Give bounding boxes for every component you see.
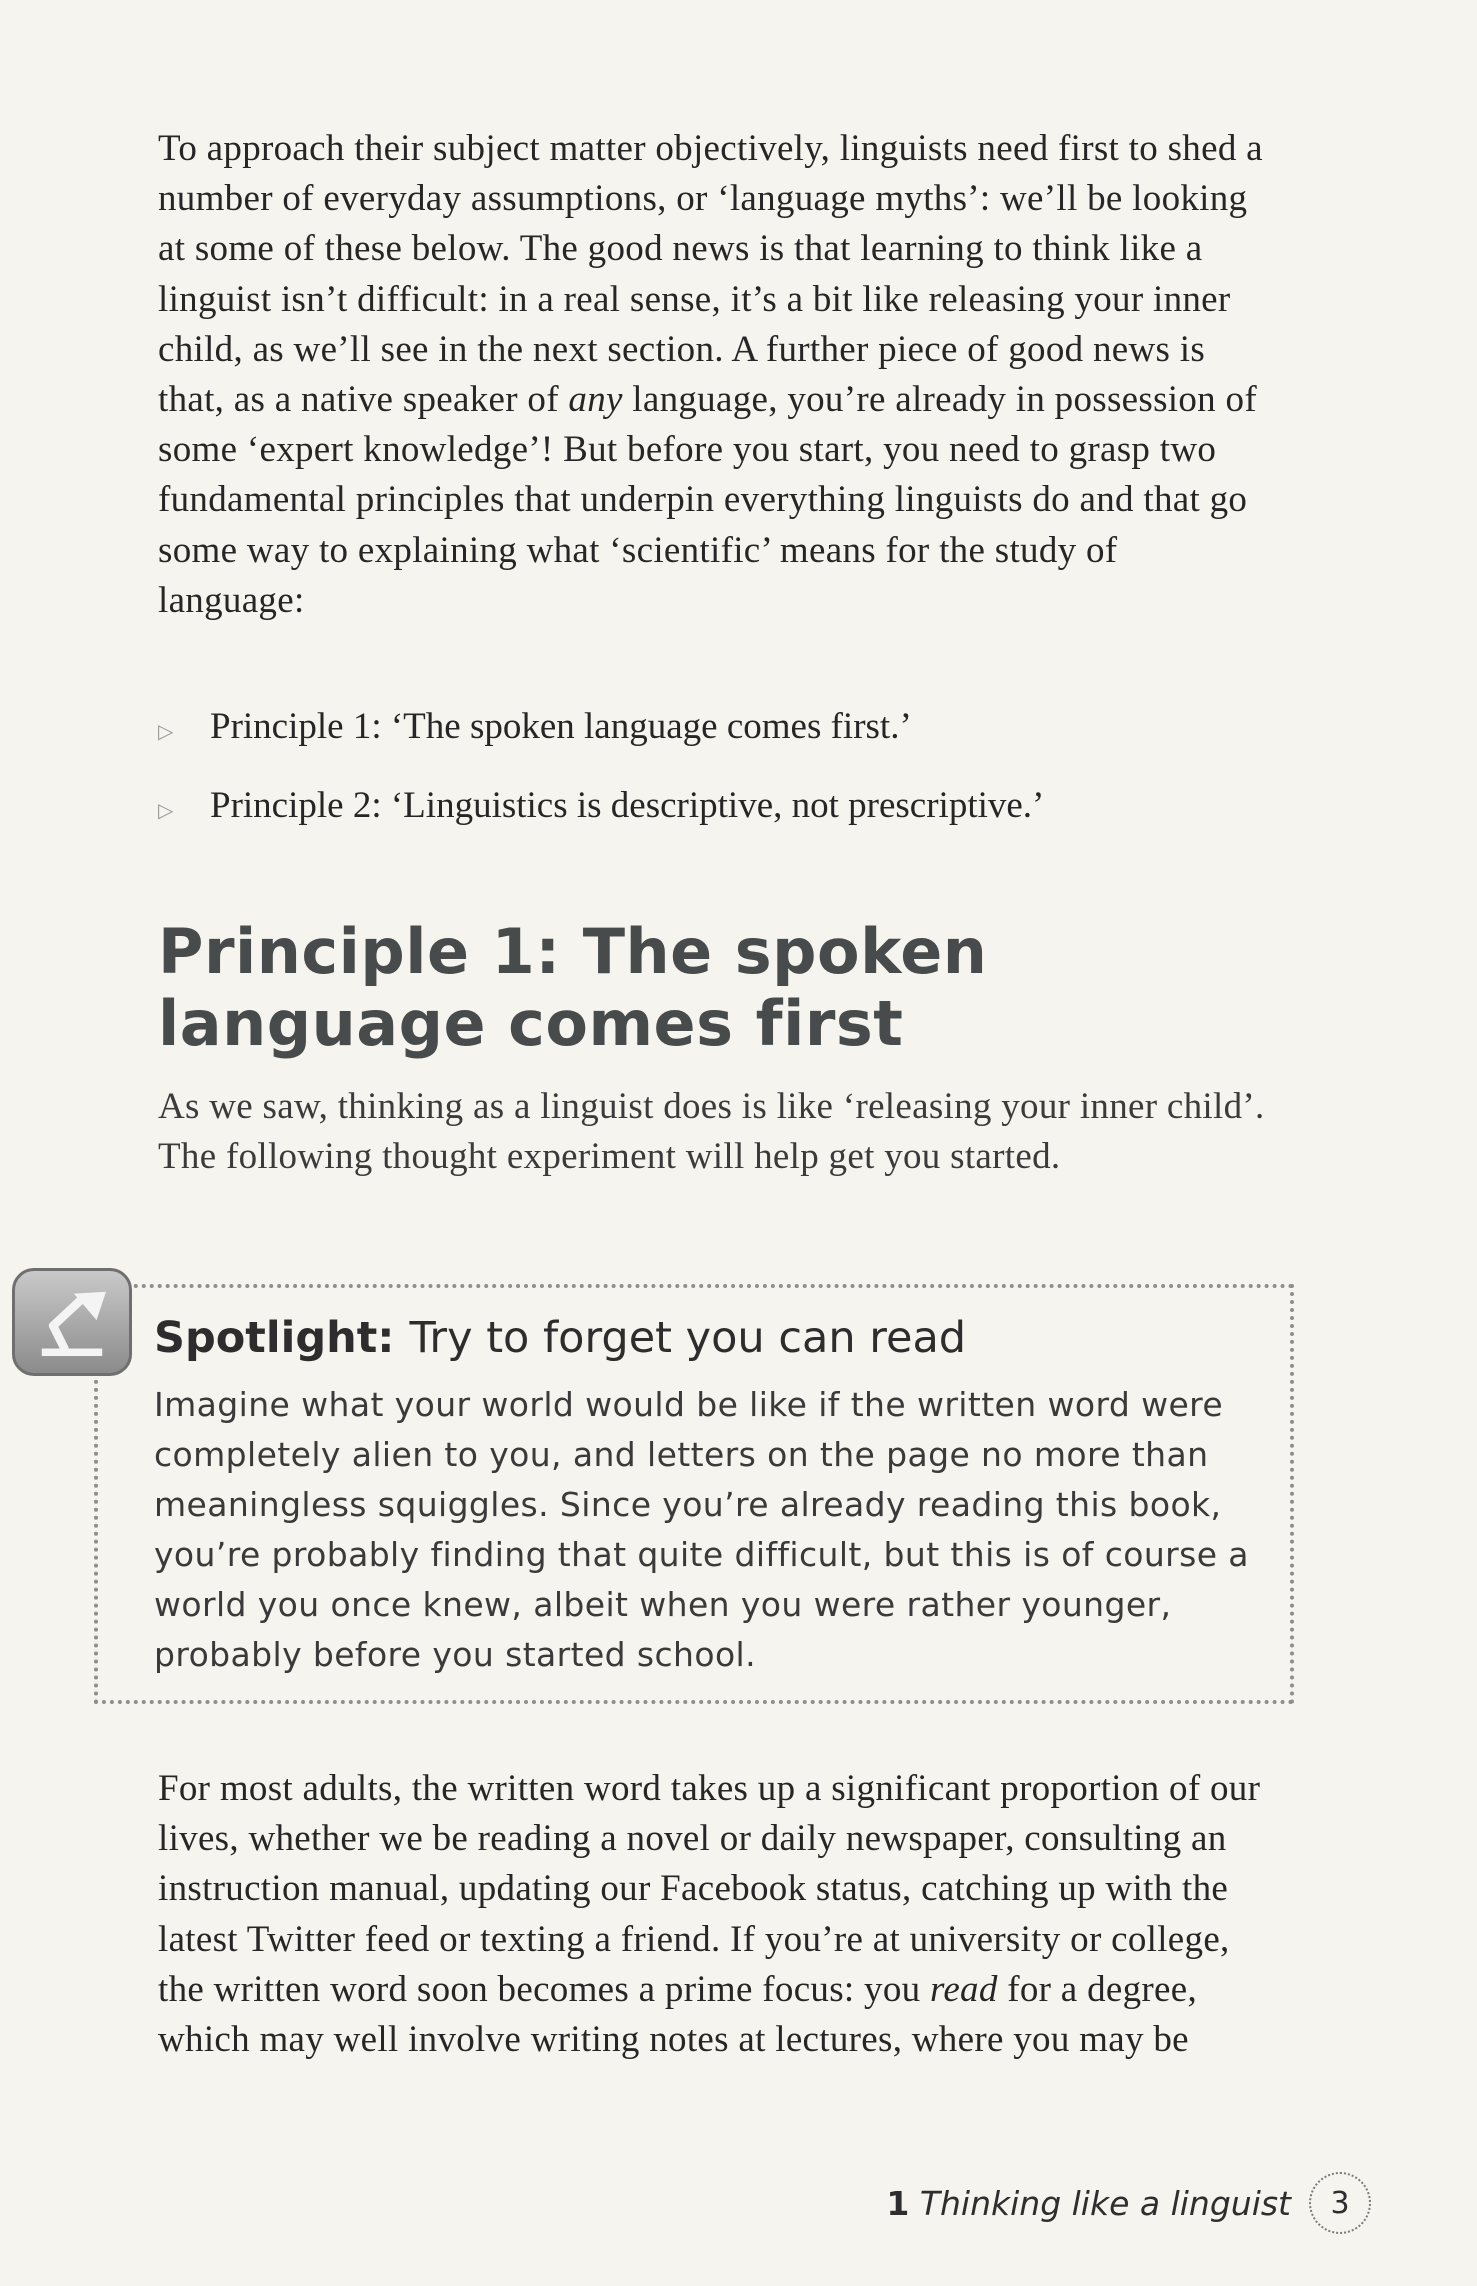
list-item	[158, 702, 1268, 757]
chapter-number: 1	[886, 2183, 910, 2223]
spotlight-body: Imagine what your world would be like if the written word were completely alien to you, and letters on the page no more than meaningless squiggles. Since you’re already reading this book, you’re probably finding that quite difficult, but this is of course a world you once knew, albeit when you were rather younger, probably before you started school.	[154, 1385, 1249, 1674]
closing-text-2: for a degree, which may well involve writing notes at lectures, where you may be	[158, 1968, 1198, 2061]
closing-text-1: For most adults, the written word takes up a significant proportion of our lives, whether we be reading a novel or daily newspaper, consulting an instruction manual, updating our Facebook status, catching up with the latest Twitter feed or texting a friend. If you’re at university or college, the written word soon becomes a prime focus: you	[158, 1768, 1261, 2010]
intro-text-1: To approach their subject matter objectively, linguists need first to shed a number of everyday assumptions, or ‘language myths’: we’ll be looking at some of these below. The good news is that learning to think like a linguist isn’t difficult: in a real sense, it’s a bit like releasing your inner child, as we’ll see in the next section. A further piece of good news is that, as a native speaker of	[158, 128, 1263, 421]
closing-paragraph	[158, 1764, 1268, 2065]
chapter-title: Thinking like a linguist	[919, 2183, 1291, 2223]
section-lead-paragraph: As we saw, thinking as a linguist does is like ‘releasing your inner child’. The following thought experiment will help get you started.	[158, 1086, 1265, 1178]
list-item	[158, 781, 1268, 836]
intro-emphasis: any	[568, 379, 623, 421]
intro-text-2: language, you’re already in possession of some ‘expert knowledge’! But before you start, you need to grasp two fundamental principles that underpin everything linguists do and that go some way to explaining what ‘scientific’ means for the study of language:	[158, 379, 1257, 621]
intro-paragraph	[158, 124, 1268, 626]
spotlight-title	[154, 1312, 966, 1364]
principle-2-text: Principle 2: ‘Linguistics is descriptive, not prescriptive.’	[210, 785, 1045, 826]
arrow-bullet-icon: ▷	[158, 721, 174, 743]
spotlight-title-text: Try to forget you can read	[409, 1313, 967, 1363]
footer-chapter	[886, 2184, 1291, 2223]
page-number: 3	[1309, 2172, 1371, 2234]
principles-list	[158, 702, 1268, 860]
section-heading: Principle 1: The spoken language comes first	[158, 915, 988, 1060]
arrow-bullet-icon: ▷	[158, 800, 174, 822]
principle-1-text: Principle 1: ‘The spoken language comes first.’	[210, 706, 912, 747]
lamp-icon	[12, 1268, 132, 1376]
closing-emphasis: read	[930, 1968, 998, 2010]
page-footer	[886, 2172, 1371, 2234]
spotlight-label: Spotlight:	[154, 1313, 395, 1363]
